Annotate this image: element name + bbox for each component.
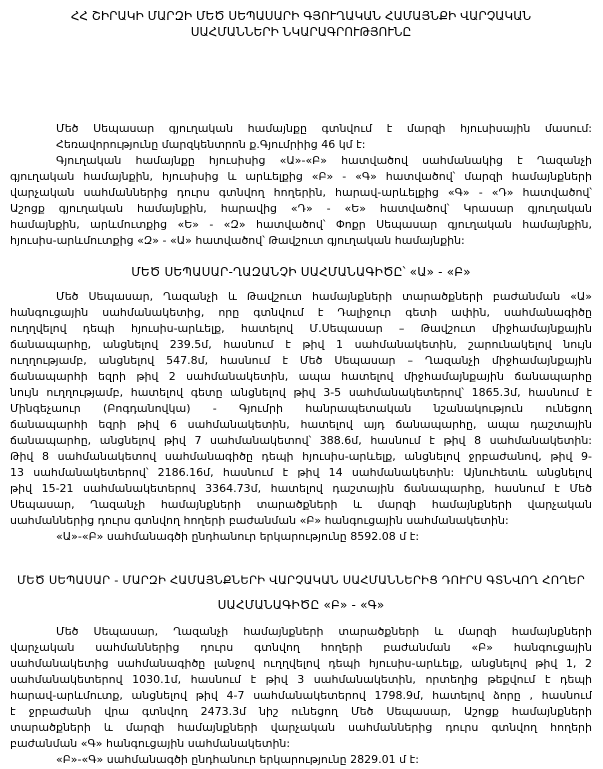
- text-line: տարածքների և մարզի համայնքների վարչական սահմաններից դուրս գտնվող հողերի: [10, 721, 592, 734]
- text-line: բաժանման «Գ» հանգուցային սահմանակետին:: [10, 737, 291, 750]
- intro-paragraphs: [10, 121, 592, 249]
- text-line: Մեծ Սեպասար, Ղազանչի և Թավշուտ համայնքների տարածքների բաժանման «Ա»: [56, 290, 592, 303]
- text-line: ճանապարհը, անցնելով 239.5մ, հասնում է թիվ 1 սահմանակետին, շարունակելով նույն: [10, 338, 592, 351]
- text-line: հյուսիս-արևմուտքից «Զ» - «Ա» հատվածով՝ Թավշուտ գյուղական համայնքին:: [10, 234, 465, 247]
- text-line: 13 սահմանակետերով՝ 2186.16մ, հասնում է թիվ 14 սահմանակետին: Այնուհետև անցնելով: [10, 466, 592, 479]
- document-title: [10, 8, 592, 40]
- text-line: ճանապարհի եզրի թիվ 6 սահմանակետին, հատելով այդ ճանապարհը, ապա դաշտային: [10, 418, 592, 431]
- section-heading: ՍԱՀՄԱՆԱԳԻԾԸ «Բ» - «Գ»: [217, 598, 385, 612]
- text-line: ուղղությամբ, անցնելով 547.8մ, հասնում է Մեծ Սեպասար – Ղազանչի միջհամայնքային: [10, 354, 592, 367]
- text-line: Մինգեչաուր (Բոգդանովկա) - Գյումրի հանրապետական նշանակություն ունեցող: [10, 402, 592, 415]
- text-line: է ջրբաժանի վրա գտնվող 2473.3մ նիշ ունեցող Մեծ Սեպասար, Աշոցք համայնքների: [10, 705, 592, 718]
- text-line: ուղղվելով դեպի հյուսիս-արևելք, հատելով Մ.Սեպասար – Թավշուտ միջհամայնքային: [10, 322, 592, 335]
- section-ab-body: [10, 289, 592, 545]
- text-line: Աշոցք գյուղական համայնքին, հարավից «Դ» - «Ե» հատվածով՝ Կրասար գյուղական: [10, 202, 592, 215]
- text-line: Գյուղական համայնքը հյուսիսից «Ա»-«Բ» հատվածով սահմանակից է Ղազանչի: [56, 154, 592, 167]
- text-line: ճանապարհը, անցնելով թիվ 7 սահմանակետով՝ 388.6մ, հասնում է թիվ 8 սահմանակետին:: [10, 434, 592, 447]
- section-ab-heading: [10, 264, 592, 280]
- text-line: վարչական սահմաններից դուրս գտնվող հողերին, հարավ-արևելքից «Գ» - «Դ» հատվածով՝: [10, 186, 592, 199]
- section-bg-heading: [10, 572, 592, 613]
- text-line: գյուղական համայնքին, հյուսիսից և արևելքից «Բ» - «Գ» հատվածով՝ մարզի համայնքների: [10, 170, 592, 183]
- text-line: Սեպասար, Ղազանչի համայնքների տարածքների և մարզի համայնքների վարչական: [10, 498, 592, 511]
- text-line: Մեծ Սեպասար, Ղազանչի համայնքների տարածքների և մարզի համայնքների: [56, 625, 592, 638]
- text-line: Թիվ 8 սահմանակետով սահմանագիծը դեպի հյուսիս-արևելք, անցնելով ջրբաժանով, թիվ 9-: [10, 450, 592, 463]
- title-line: ՀՀ ՇԻՐԱԿԻ ՄԱՐԶԻ ՄԵԾ ՍԵՊԱՍԱՐԻ ԳՅՈՒՂԱԿԱՆ ՀԱՄԱՅՆՔԻ ՎԱՐՉԱԿԱՆ: [70, 9, 532, 23]
- text-line: նույն ուղղությամբ, հատելով գետը անցնելով թիվ 3-5 սահմանակետերով՝ 1865.3մ, հասնում է: [10, 386, 592, 399]
- section-bg-body: [10, 624, 592, 768]
- text-line: սահմանակետից սահմանագիծը լանջով ուղղվելով դեպի հյուսիս-արևելք, անցնելով թիվ 1, 2: [10, 657, 592, 670]
- title-line: ՍԱՀՄԱՆՆԵՐԻ ՆԿԱՐԱԳՐՈՒԹՅՈՒՆԸ: [190, 25, 412, 39]
- text-line: սահմաններից դուրս գտնվող հողերի բաժանման «Բ» հանգուցային սահմանակետին:: [10, 514, 509, 527]
- text-line: Հեռավորությունը մարզկենտրոն ք.Գյումրիից 46 կմ է:: [56, 138, 366, 151]
- section-heading: ՄԵԾ ՍԵՊԱՍԱՐ - ՄԱՐԶԻ ՀԱՄԱՅՆՔՆԵՐԻ ՎԱՐՉԱԿԱՆ ՍԱՀՄԱՆՆԵՐԻՑ ԴՈՒՐՍ ԳՏՆՎՈՂ ՀՈՂԵՐ: [17, 573, 585, 587]
- section-heading: ՄԵԾ ՍԵՊԱՍԱՐ-ՂԱԶԱՆՉԻ ՍԱՀՄԱՆԱԳԻԾԸ՝ «Ա» - «Բ»: [131, 265, 471, 279]
- text-line: հարավ-արևմուտք, անցնելով թիվ 4-7 սահմանակետերով 1798.9մ, հատելով ձորը , հասնում: [10, 689, 592, 702]
- text-line: հանգուցային սահմանակետից, որը գտնվում է Դալիջուր գետի ափին, սահմանագիծը: [10, 306, 592, 319]
- text-line: համայնքին, արևմուտքից «Ե» - «Զ» հատվածով՝ Փոքր Սեպասար գյուղական համայնքին,: [10, 218, 592, 231]
- text-line: ճանապարհի եզրի թիվ 2 սահմանակետին, ապա հատելով միջհամայնքային ճանապարհը: [10, 370, 592, 383]
- text-line: «Բ»-«Գ» սահմանագծի ընդհանուր երկարությունը 2829.01 մ է:: [56, 753, 419, 766]
- text-line: Մեծ Սեպասար գյուղական համայնքը գտնվում է մարզի հյուսիսային մասում:: [56, 122, 592, 135]
- text-line: թիվ 15-21 սահմանակետերով 3364.73մ, հատելով դաշտային ճանապարհը, հասնում է Մեծ: [10, 482, 592, 495]
- text-line: վարչական սահմաններից դուրս գտնվող հողերի բաժանման «Բ» հանգուցային: [10, 641, 592, 654]
- text-line: «Ա»-«Բ» սահմանագծի ընդհանուր երկարությունը 8592.08 մ է:: [56, 530, 420, 543]
- text-line: սահմանակետերով 1030.1մ, հասնում է թիվ 3 սահմանակետին, որտեղից թեքվում է դեպի: [10, 673, 592, 686]
